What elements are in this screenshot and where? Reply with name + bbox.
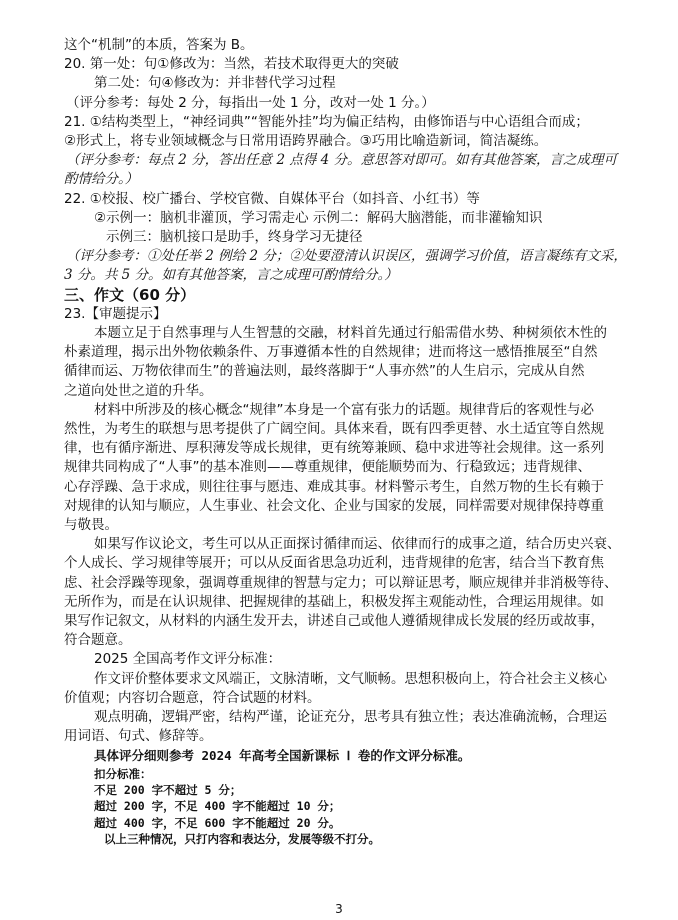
line-q21-scoring-b: 酌情给分。） — [64, 171, 139, 188]
scoring-standard-line-4: 用词语、句式、修辞等。 — [64, 728, 213, 745]
line-q20-second: 第二处：句④修改为：并非替代学习过程 — [94, 75, 336, 92]
line-q22-scoring-b: 3 分。共 5 分。如有其他答案，言之成理可酌情给分。） — [64, 267, 398, 284]
paragraph-2-line-6: 对规律的认知与顺应，人生事业、社会文化、企业与国家的发展，同样需要对规律保持尊重 — [64, 497, 604, 514]
line-q23-heading: 23.【审题提示】 — [64, 305, 167, 322]
paragraph-3-line-2: 个人成长、学习规律等展开；可以从反面省思急功近利，违背规律的危害，结合当下教育焦 — [64, 555, 604, 572]
paragraph-3-line-3: 虑、社会浮躁等现象，强调尊重规律的智慧与定力；可以辩证思考，顺应规律并非消极等待、 — [64, 574, 618, 591]
scoring-standard-line-1: 作文评价整体要求文风端正，文脉清晰，文气顺畅。思想积极向上，符合社会主义核心 — [94, 670, 607, 687]
line-q19-end: 这个“机制”的本质，答案为 B。 — [64, 37, 254, 53]
deduction-rule-2: 超过 200 字，不足 400 字不能超过 10 分； — [94, 799, 341, 814]
paragraph-1-line-4: 之道向处世之道的升华。 — [64, 382, 213, 399]
deduction-heading: 扣分标准： — [94, 766, 152, 781]
page-number: 3 — [335, 902, 343, 916]
line-q20-scoring: （评分参考：每处 2 分，每指出一处 1 分，改对一处 1 分。） — [66, 94, 435, 111]
line-q22-scoring-a: （评分参考：①处任举 2 例给 2 分；②处要澄清认识误区，强调学习价值，语言凝练有文采， — [66, 248, 627, 265]
line-q22-b: ②示例一：脑机非灌顶，学习需走心 示例二：解码大脑潜能，而非灌输知识 — [94, 209, 543, 226]
paragraph-2-line-1: 材料中所涉及的核心概念“规律”本身是一个富有张力的话题。规律背后的客观性与必 — [94, 401, 594, 418]
line-q22-c: 示例三：脑机接口是助手，终身学习无捷径 — [106, 229, 363, 245]
paragraph-2-line-3: 律，也有循序渐进、厚积薄发等成长规律，更有统筹兼顾、稳中求进等社会规律。这一系列 — [64, 440, 604, 457]
paragraph-3-line-4: 无所作为，而是在认识规律、把握规律的基础上，积极发挥主观能动性，合理运用规律。如 — [64, 593, 604, 610]
paragraph-3-line-6: 符合题意。 — [64, 632, 132, 649]
deduction-rule-1: 不足 200 字不超过 5 分； — [94, 783, 242, 797]
paragraph-2-line-2: 然性，为考生的联想与思考提供了广阔空间。具体来看，既有四季更替、水土适宜等自然规 — [64, 421, 604, 437]
line-q21-a: 21. ①结构类型上，“神经词典”“智能外挂”均为偏正结构，由修饰语与中心语组合而成； — [64, 113, 589, 130]
section-title-essay: 三、作文（60 分） — [64, 285, 196, 304]
line-q22-a: 22. ①校报、校广播台、学校官微、自媒体平台（如抖音、小红书）等 — [64, 190, 480, 207]
line-q21-b: ②形式上，将专业领域概念与日常用语跨界融合。③巧用比喻造新词，简洁凝练。 — [64, 133, 548, 149]
deduction-rule-3: 超过 400 字，不足 600 字不能超过 20 分。 — [94, 815, 341, 830]
line-q21-scoring-a: （评分参考：每点 2 分，答出任意 2 点得 4 分。意思答对即可。如有其他答案，言之成理可 — [66, 152, 618, 169]
scoring-standard-heading: 2025 全国高考作文评分标准： — [94, 651, 282, 668]
paragraph-3-line-5: 果写作记叙文，从材料的内涵生发开去，讲述自己或他人遵循规律成长发展的经历或故事， — [64, 613, 604, 629]
scoring-standard-line-2: 价值观；内容切合题意，符合试题的材料。 — [64, 689, 321, 706]
line-q20-first: 20. 第一处：句①修改为：当然，若技术取得更大的突破 — [64, 56, 399, 73]
paragraph-2-line-4: 规律共同构成了“人事”的基本准则——尊重规律，便能顺势而为、行稳致远；违背规律、 — [64, 459, 591, 476]
paragraph-3-line-1: 如果写作议论文，考生可以从正面探讨循律而运、依律而行的成事之道，结合历史兴衰、 — [94, 536, 621, 553]
paragraph-2-line-7: 与敬畏。 — [64, 517, 118, 533]
scoring-detail-reference: 具体评分细则参考 2024 年高考全国新课标 Ⅰ 卷的作文评分标准。 — [94, 748, 471, 764]
deduction-note: 以上三种情况，只打内容和表达分，发展等级不打分。 — [104, 832, 380, 847]
paragraph-1-line-3: 循律而运、万物依律而生”的普遍法则，最终落脚于“人事亦然”的人生启示，完成从自然 — [64, 363, 585, 380]
scoring-standard-line-3: 观点明确，逻辑严密，结构严谨，论证充分，思考具有独立性；表达准确流畅，合理运 — [94, 709, 607, 725]
paragraph-1-line-2: 朴素道理，揭示出外物依赖条件、万事遵循本性的自然规律；进而将这一感悟推展至“自然 — [64, 344, 598, 361]
paragraph-2-line-5: 心存浮躁、急于求成，则往往事与愿违、难成其事。材料警示考生，自然万物的生长有赖于 — [64, 478, 604, 495]
paragraph-1-line-1: 本题立足于自然事理与人生智慧的交融，材料首先通过行船需借水势、种树须依木性的 — [94, 325, 607, 341]
